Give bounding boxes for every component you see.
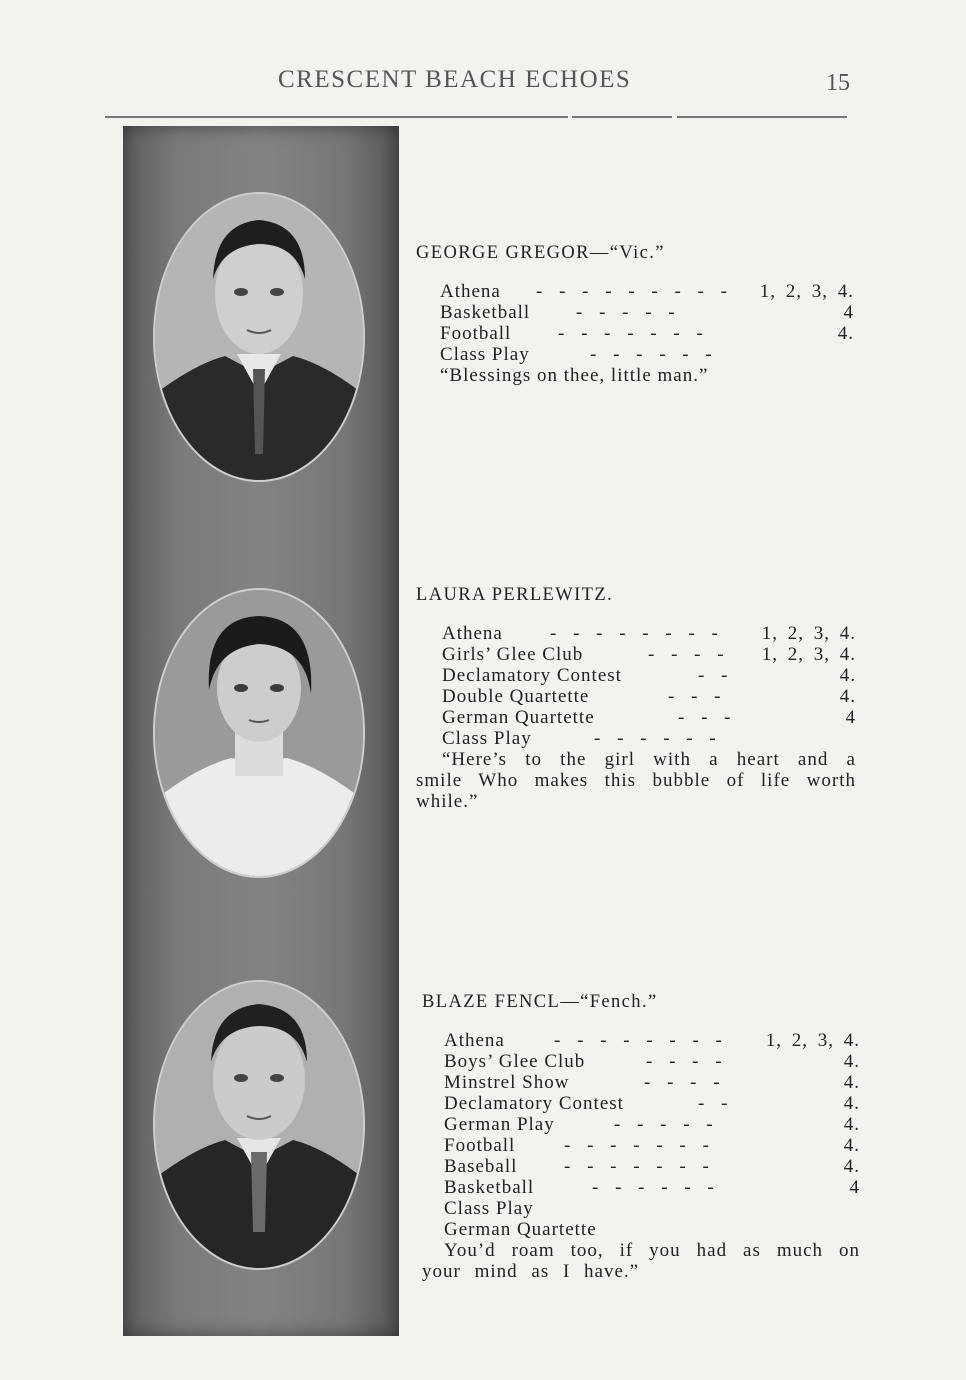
activity-row — [444, 1093, 860, 1114]
page-header-title: CRESCENT BEACH ECHOES — [278, 66, 632, 93]
activity-label: German Quartette — [444, 1219, 597, 1240]
portrait-photo-blaze-fencl — [153, 980, 365, 1270]
activity-years: 4. — [843, 1135, 860, 1156]
leader-dashes: - - - - — [644, 1072, 726, 1093]
activity-years: 4. — [839, 665, 856, 686]
activity-label: Athena — [442, 623, 503, 644]
page-number: 15 — [826, 70, 850, 96]
leader-dashes: - - - - — [646, 1051, 728, 1072]
activity-label: Athena — [444, 1030, 505, 1051]
student-entry — [422, 992, 860, 1282]
activity-row — [444, 1072, 860, 1093]
activity-row — [442, 623, 856, 644]
leader-dashes: - - - - - - — [592, 1177, 720, 1198]
leader-dashes: - - - - - — [576, 302, 681, 323]
student-entry — [416, 243, 854, 386]
activity-label: Football — [440, 323, 512, 344]
activity-label: Boys’ Glee Club — [444, 1051, 586, 1072]
leader-dashes: - - — [698, 665, 734, 686]
activity-row — [444, 1135, 860, 1156]
leader-dashes: - - - — [668, 686, 727, 707]
activity-years: 1, 2, 3, 4. — [761, 623, 856, 644]
activity-row — [444, 1051, 860, 1072]
activity-label: Athena — [440, 281, 501, 302]
activity-row — [444, 1198, 860, 1219]
leader-dashes: - - - - — [648, 644, 730, 665]
activity-list — [422, 1030, 860, 1282]
activity-row — [440, 344, 854, 365]
activity-years: 1, 2, 3, 4. — [759, 281, 854, 302]
activity-row — [442, 644, 856, 665]
activity-label: Declamatory Contest — [444, 1093, 624, 1114]
activity-years: 1, 2, 3, 4. — [765, 1030, 860, 1051]
activity-label: German Quartette — [442, 707, 595, 728]
activity-row — [444, 1114, 860, 1135]
activity-label: Football — [444, 1135, 516, 1156]
activity-row — [442, 707, 856, 728]
activity-years: 4 — [843, 302, 854, 323]
activity-row — [440, 281, 854, 302]
activity-years: 4. — [839, 686, 856, 707]
leader-dashes: - - - - - - — [590, 344, 718, 365]
leader-dashes: - - - - - - - - — [550, 623, 724, 644]
activity-label: Girls’ Glee Club — [442, 644, 584, 665]
student-name: LAURA PERLEWITZ. — [416, 585, 614, 605]
activity-years: 4 — [849, 1177, 860, 1198]
activity-label: Class Play — [442, 728, 532, 749]
activity-years: 4 — [845, 707, 856, 728]
activity-years: 4. — [843, 1072, 860, 1093]
activity-years: 4. — [837, 323, 854, 344]
portrait-photo-george-gregor — [153, 192, 365, 482]
student-quote: “Blessings on thee, little man.” — [440, 365, 709, 386]
activity-label: Class Play — [440, 344, 530, 365]
activity-row — [442, 665, 856, 686]
leader-dashes: - - - - - - - - — [554, 1030, 728, 1051]
leader-dashes: - - - - - - — [594, 728, 722, 749]
activity-label: Declamatory Contest — [442, 665, 622, 686]
activity-row — [440, 302, 854, 323]
activity-years: 4. — [843, 1156, 860, 1177]
activity-label: Double Quartette — [442, 686, 590, 707]
activity-years: 4. — [843, 1051, 860, 1072]
activity-row — [444, 1219, 860, 1240]
activity-row — [444, 1156, 860, 1177]
student-name: BLAZE FENCL—“Fench.” — [422, 992, 658, 1012]
activity-label: Basketball — [440, 302, 531, 323]
leader-dashes: - - - — [678, 707, 737, 728]
activity-list — [416, 281, 854, 386]
leader-dashes: - - - - - - - — [564, 1156, 715, 1177]
activity-label: German Play — [444, 1114, 555, 1135]
header-rule — [677, 116, 847, 118]
header-rule — [572, 116, 672, 118]
activity-years: 4. — [843, 1114, 860, 1135]
leader-dashes: - - - - - - - - - — [536, 281, 733, 302]
portrait-photo-laura-perlewitz — [153, 588, 365, 878]
activity-years: 1, 2, 3, 4. — [761, 644, 856, 665]
header-rule — [105, 116, 568, 118]
activity-label: Class Play — [444, 1198, 534, 1219]
activity-row — [440, 323, 854, 344]
activity-years: 4. — [843, 1093, 860, 1114]
student-quote: You’d roam too, if you had as much on your mind as I have.” — [422, 1240, 860, 1282]
leader-dashes: - - - - - - - — [558, 323, 709, 344]
activity-label: Minstrel Show — [444, 1072, 570, 1093]
activity-row — [444, 1177, 860, 1198]
leader-dashes: - - — [698, 1093, 734, 1114]
activity-label: Basketball — [444, 1177, 535, 1198]
activity-label: Baseball — [444, 1156, 518, 1177]
student-entry — [416, 585, 856, 812]
activity-list — [416, 623, 856, 812]
activity-row — [442, 728, 856, 749]
student-quote: “Here’s to the girl with a heart and a smile Who makes this bubble of life worth while.” — [416, 749, 856, 812]
activity-row — [444, 1030, 860, 1051]
activity-row — [442, 686, 856, 707]
leader-dashes: - - - - - - - — [564, 1135, 715, 1156]
leader-dashes: - - - - - — [614, 1114, 719, 1135]
student-name: GEORGE GREGOR—“Vic.” — [416, 243, 665, 263]
